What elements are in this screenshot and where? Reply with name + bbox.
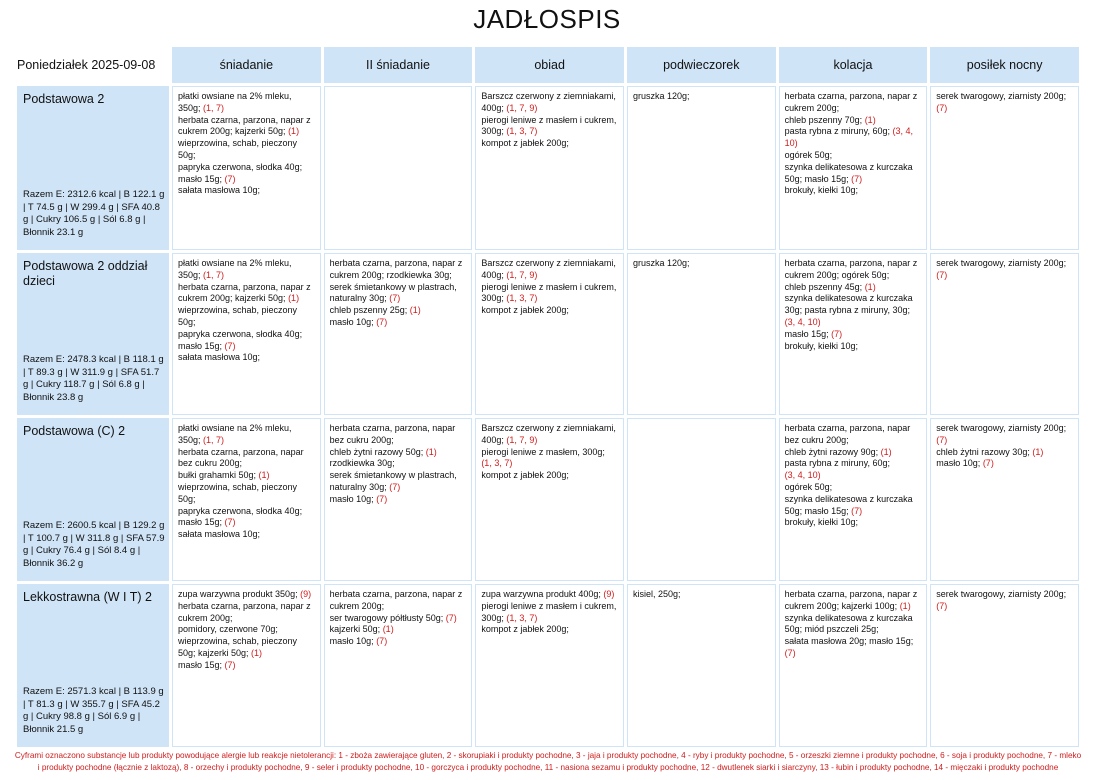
meal-item-text: herbata czarna, parzona, napar z cukrem 200g; <box>329 589 463 611</box>
meal-cell <box>627 418 776 581</box>
meal-item-text: zupa warzywna produkt 350g; <box>178 589 301 599</box>
meal-header-lunch: obiad <box>475 47 624 83</box>
diet-row <box>17 253 1079 415</box>
meal-cell <box>627 584 776 747</box>
meal-item-text: ogórek 50g; <box>784 149 833 160</box>
allergen-code: (7) <box>784 647 796 658</box>
allergen-code: (3, 4, 10) <box>784 126 914 149</box>
allergen-code: (7) <box>936 269 948 280</box>
meal-item-text: herbata czarna, parzona, napar z cukrem 200g; ogórek 50g; <box>784 258 918 280</box>
allergen-code: (1, 7) <box>203 434 225 445</box>
meal-header-breakfast: śniadanie <box>172 47 321 83</box>
meal-item-text: Barszcz czerwony z ziemniakami, 400g; <box>481 91 616 113</box>
meal-item-text: masło 10g; <box>329 636 377 647</box>
meal-item-text: herbata czarna, parzona, napar bez cukru 200g; <box>329 423 456 445</box>
meal-item-text: chleb żytni razowy 90g; <box>784 446 881 457</box>
meal-cell <box>172 418 321 581</box>
meal-item-text: pierogi leniwe z masłem, 300g; <box>481 446 605 457</box>
meal-cell <box>172 86 321 250</box>
meal-item-text: masło 15g; <box>178 173 225 184</box>
allergen-code: (1, 3, 7) <box>506 612 538 623</box>
allergen-code: (1, 7, 9) <box>506 434 538 445</box>
diet-plan-cell <box>17 584 169 747</box>
diet-plan-name: Podstawowa (C) 2 <box>23 424 126 438</box>
allergen-code: (7) <box>376 636 388 647</box>
allergen-code: (7) <box>389 481 401 492</box>
meal-item-text: rzodkiewka 30g; <box>329 458 395 469</box>
meal-item-text: herbata czarna, parzona, napar z cukrem 200g; rzodkiewka 30g; <box>329 258 463 280</box>
allergen-code: (7) <box>376 493 388 504</box>
meal-cell <box>627 253 776 415</box>
allergen-code: (1) <box>288 126 300 137</box>
meal-item-text: płatki owsiane na 2% mleku, 350g; <box>178 423 292 445</box>
allergen-code: (7) <box>851 173 863 184</box>
header-row <box>17 47 1079 83</box>
meal-item-text: papryka czerwona, słodka 40g; <box>178 505 303 516</box>
allergen-code: (3, 4, 10) <box>784 470 821 481</box>
allergen-code: (1) <box>251 647 263 658</box>
meal-item-text: wieprzowina, schab, pieczony 50g; <box>178 305 298 327</box>
meal-item-text: pierogi leniwe z masłem i cukrem, 300g; <box>481 281 617 304</box>
meal-item-text: herbata czarna, parzona, napar z cukrem 200g; <box>784 91 918 113</box>
day-label: Poniedziałek 2025-09-08 <box>17 58 156 72</box>
allergen-code: (7) <box>445 612 457 623</box>
meal-item-text: masło 10g; <box>936 458 983 469</box>
meal-cell <box>475 253 624 415</box>
allergen-code: (7) <box>851 505 863 516</box>
allergen-code: (1) <box>1032 446 1044 457</box>
meal-item-text: sałata masłowa 10g; <box>178 529 261 540</box>
diet-plan-name: Podstawowa 2 <box>23 92 105 106</box>
page-title: JADŁOSPIS <box>473 4 621 34</box>
meal-item-text: serek twarogowy, ziarnisty 200g; <box>936 589 1067 599</box>
meal-item-text: wieprzowina, schab, pieczony 50g; <box>178 481 298 504</box>
allergen-legend: Cyframi oznaczono substancje lub produkty powodujące alergie lub reakcje nietolerancji: 1 - zboża zawierające gluten, 2 - skorupiaki i produkty pochodne, 3 - jaja i produkty pochodne, 4 - ryby i produkty pochodne, 5 - orzeszki ziemne i produkty pochodne, 6 - soja i produkty pochodne, 7 - mleko i produkty pochodne (łącznie z laktozą), 8 - orzechy i produkty pochodne, 9 - seler i produkty pochodne, 10 - gorczyca i produkty pochodne, 11 - nasiona sezamu i produkty pochodne, 12 - dwutlenek siarki i siarczyny, 13 - łubin i produkty pochodne, 14 - mięczaki i produkty pochodne <box>14 751 1082 772</box>
allergen-code: (9) <box>300 589 312 599</box>
allergen-code: (7) <box>224 173 236 184</box>
allergen-code: (1, 3, 7) <box>481 458 513 469</box>
meal-item-text: pierogi leniwe z masłem i cukrem, 300g; <box>481 600 617 623</box>
meal-cell <box>930 253 1079 415</box>
meal-item-text: masło 15g; <box>178 340 225 351</box>
meal-item-text: herbata czarna, parzona, napar bez cukru 200g; <box>784 423 911 445</box>
meal-item-text: sałata masłowa 10g; <box>178 352 261 363</box>
diet-plan-cell <box>17 418 169 581</box>
nutrition-summary: Razem E: 2600.5 kcal | B 129.2 g | T 100.7 g | W 311.8 g | SFA 57.9 g | Cukry 76.4 g | Sól 8.4 g | Błonnik 36.2 g <box>23 519 165 570</box>
allergen-code: (1) <box>880 446 892 457</box>
meal-header-second-breakfast: II śniadanie <box>324 47 473 83</box>
meal-item-text: herbata czarna, parzona, napar z cukrem 200g; kajzerki 50g; <box>178 281 311 304</box>
allergen-code: (1) <box>288 293 300 304</box>
meal-item-text: wieprzowina, schab, pieczony 50g; <box>178 138 298 160</box>
meal-item-text: chleb żytni razowy 30g; <box>936 446 1033 457</box>
meal-cell <box>627 86 776 250</box>
allergen-code: (1, 7) <box>203 269 225 280</box>
allergen-code: (1, 7, 9) <box>506 269 538 280</box>
allergen-code: (1, 7, 9) <box>506 102 538 113</box>
diet-plan-cell <box>17 253 169 415</box>
meal-cell <box>172 253 321 415</box>
meal-item-text: serek twarogowy, ziarnisty 200g; <box>936 91 1067 101</box>
nutrition-summary: Razem E: 2312.6 kcal | B 122.1 g | T 74.5 g | W 299.4 g | SFA 40.8 g | Cukry 106.5 g | Sól 6.8 g | Błonnik 23.1 g <box>23 188 165 239</box>
meal-cell <box>172 584 321 747</box>
meal-item-text: papryka czerwona, słodka 40g; <box>178 328 303 339</box>
allergen-code: (7) <box>224 659 236 670</box>
allergen-code: (1) <box>864 281 876 292</box>
meal-cell <box>779 253 928 415</box>
meal-item-text: chleb pszenny 45g; <box>784 281 865 292</box>
meal-item-text: szynka delikatesowa z kurczaka 50g; masło 15g; <box>784 161 913 184</box>
meal-item-text: ser twarogowy półtłusty 50g; <box>329 612 446 623</box>
meal-item-text: chleb pszenny 25g; <box>329 305 410 316</box>
meal-header-supper: kolacja <box>779 47 928 83</box>
allergen-code: (7) <box>936 434 948 445</box>
meal-item-text: brokuły, kiełki 10g; <box>784 340 858 351</box>
meal-item-text: masło 10g; <box>329 493 377 504</box>
allergen-code: (3, 4, 10) <box>784 316 821 327</box>
meal-item-text: serek twarogowy, ziarnisty 200g; <box>936 258 1067 268</box>
meal-cell <box>475 584 624 747</box>
meal-item-text: sałata masłowa 20g; masło 15g; <box>784 636 914 647</box>
allergen-code: (7) <box>936 600 948 611</box>
meal-item-text: kompot z jabłek 200g; <box>481 470 569 481</box>
meal-item-text: płatki owsiane na 2% mleku, 350g; <box>178 91 292 113</box>
meal-item-text: szynka delikatesowa z kurczaka 50g; miód pszczeli 25g; <box>784 612 913 635</box>
diet-row <box>17 418 1079 581</box>
meal-cell <box>324 253 473 415</box>
meal-item-text: szynka delikatesowa z kurczaka 50g; masło 15g; <box>784 493 913 516</box>
nutrition-summary: Razem E: 2478.3 kcal | B 118.1 g | T 89.3 g | W 311.9 g | SFA 51.7 g | Cukry 118.7 g | Sól 6.8 g | Błonnik 23.8 g <box>23 353 164 404</box>
meal-header-afternoon-snack: podwieczorek <box>627 47 776 83</box>
meal-item-text: Barszcz czerwony z ziemniakami, 400g; <box>481 258 616 280</box>
meal-item-text: herbata czarna, parzona, napar z cukrem 200g; kajzerki 50g; <box>178 114 311 137</box>
meal-item-text: kompot z jabłek 200g; <box>481 305 569 316</box>
meal-item-text: ogórek 50g; <box>784 481 833 492</box>
nutrition-summary: Razem E: 2571.3 kcal | B 113.9 g | T 81.3 g | W 355.7 g | SFA 45.2 g | Cukry 98.8 g | Sól 6.9 g | Błonnik 21.5 g <box>23 685 164 736</box>
meal-item-text: masło 10g; <box>329 316 377 327</box>
meal-item-text: wieprzowina, schab, pieczony 50g; kajzerki 50g; <box>178 636 298 658</box>
meal-item-text: bułki grahamki 50g; <box>178 470 259 481</box>
allergen-code: (9) <box>603 589 615 599</box>
diet-row <box>17 584 1079 747</box>
meal-item-text: pasta rybna z miruny, 60g; <box>784 458 891 469</box>
meal-item-text: kompot z jabłek 200g; <box>481 624 569 635</box>
allergen-code: (1, 3, 7) <box>506 293 538 304</box>
meal-item-text: sałata masłowa 10g; <box>178 185 261 196</box>
meal-item-text: masło 15g; <box>178 517 225 528</box>
meal-cell <box>779 86 928 250</box>
meal-item-text: brokuły, kiełki 10g; <box>784 517 858 528</box>
meal-item-text: herbata czarna, parzona, napar z cukrem 200g; <box>178 600 311 623</box>
meal-item-text: herbata czarna, parzona, napar z cukrem 200g; kajzerki 100g; <box>784 589 918 611</box>
meal-item-text: herbata czarna, parzona, napar bez cukru 200g; <box>178 446 304 469</box>
meal-cell <box>324 584 473 747</box>
meal-item-text: kompot z jabłek 200g; <box>481 138 569 149</box>
allergen-code: (1) <box>899 600 911 611</box>
allergen-code: (1) <box>425 446 437 457</box>
meal-item-text: pomidory, czerwone 70g; <box>178 624 278 635</box>
meal-cell <box>930 584 1079 747</box>
allergen-code: (7) <box>376 316 388 327</box>
allergen-code: (1) <box>409 305 421 316</box>
meal-item-text: Barszcz czerwony z ziemniakami, 400g; <box>481 423 616 445</box>
meal-item-text: zupa warzywna produkt 400g; <box>481 589 604 599</box>
diet-row <box>17 86 1079 250</box>
meal-cell <box>475 86 624 250</box>
meal-item-text: pierogi leniwe z masłem i cukrem, 300g; <box>481 114 617 137</box>
meal-cell <box>930 418 1079 581</box>
meal-item-text: serek śmietankowy w plastrach, naturalny 30g; <box>329 470 457 492</box>
meal-cell <box>779 418 928 581</box>
allergen-code: (7) <box>224 517 236 528</box>
meal-cell <box>475 418 624 581</box>
allergen-code: (7) <box>389 293 401 304</box>
diet-plan-name: Podstawowa 2 oddział dzieci <box>23 259 148 288</box>
allergen-code: (7) <box>831 328 843 339</box>
diet-plan-name: Lekkostrawna (W I T) 2 <box>23 590 152 604</box>
meal-item-text: szynka delikatesowa z kurczaka 30g; pasta rybna z miruny, 30g; <box>784 293 913 316</box>
allergen-code: (1) <box>864 114 876 125</box>
meal-item-text: chleb żytni razowy 50g; <box>329 446 426 457</box>
meal-item-text: pasta rybna z miruny, 60g; <box>784 126 893 137</box>
meal-item-text: masło 15g; <box>178 659 225 670</box>
meal-header-night-meal: posiłek nocny <box>930 47 1079 83</box>
allergen-code: (1, 7) <box>203 102 225 113</box>
diet-plan-cell <box>17 86 169 250</box>
menu-table <box>14 44 1082 750</box>
meal-item-text: kajzerki 50g; <box>329 624 383 635</box>
meal-item-text: gruszka 120g; <box>632 91 690 101</box>
meal-item-text: chleb pszenny 70g; <box>784 114 865 125</box>
meal-item-text: gruszka 120g; <box>632 258 690 268</box>
meal-cell <box>324 418 473 581</box>
allergen-code: (7) <box>224 340 236 351</box>
allergen-code: (1) <box>382 624 394 635</box>
allergen-code: (1) <box>258 470 270 481</box>
allergen-code: (7) <box>982 458 994 469</box>
allergen-code: (1, 3, 7) <box>506 126 538 137</box>
meal-cell <box>324 86 473 250</box>
meal-item-text: masło 15g; <box>784 328 832 339</box>
meal-item-text: płatki owsiane na 2% mleku, 350g; <box>178 258 292 280</box>
meal-cell <box>930 86 1079 250</box>
meal-item-text: serek twarogowy, ziarnisty 200g; <box>936 423 1067 433</box>
allergen-code: (7) <box>936 102 948 113</box>
meal-item-text: serek śmietankowy w plastrach, naturalny 30g; <box>329 281 457 304</box>
meal-cell <box>779 584 928 747</box>
meal-item-text: kisiel, 250g; <box>632 589 681 599</box>
meal-item-text: papryka czerwona, słodka 40g; <box>178 161 303 172</box>
meal-item-text: brokuły, kiełki 10g; <box>784 185 858 196</box>
